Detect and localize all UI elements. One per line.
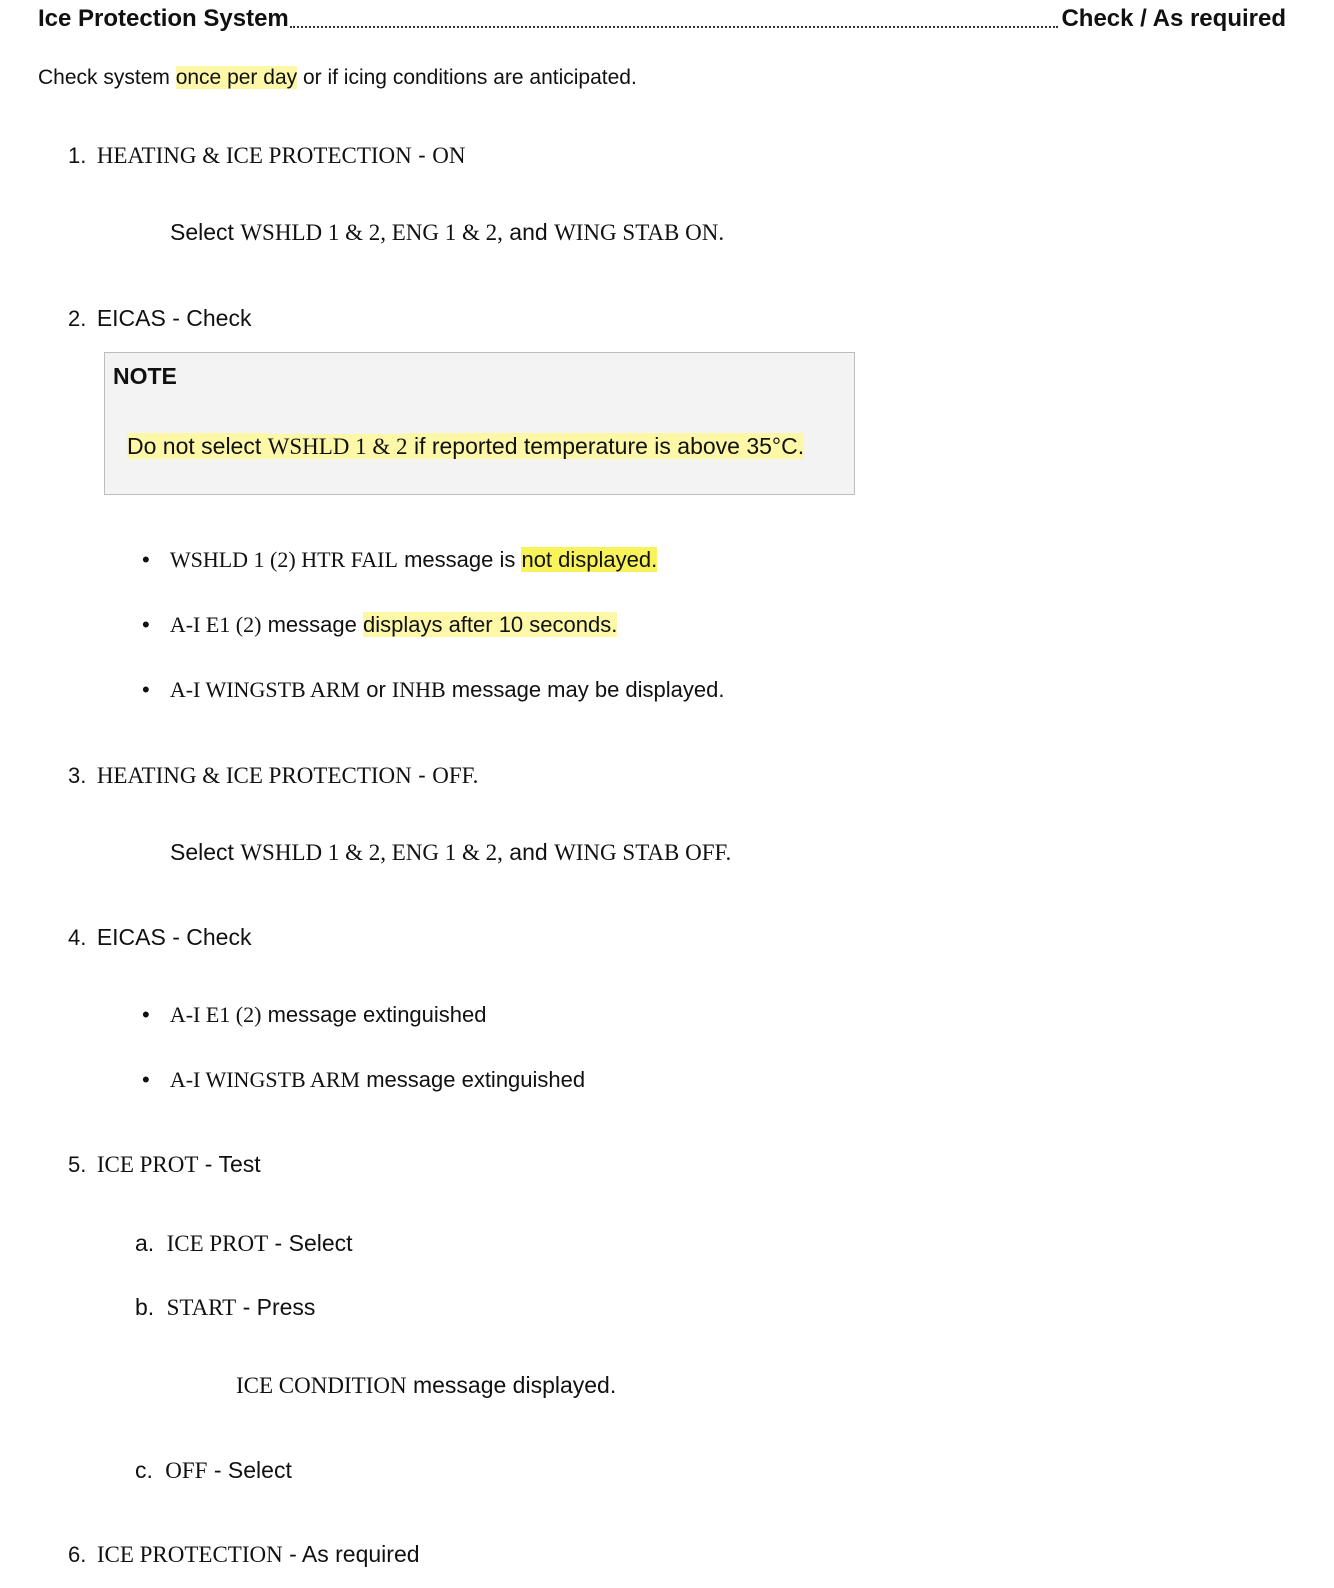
step-label: EICAS - Check [96,924,252,950]
list-item [142,1002,487,1028]
bullet-text: message may be displayed. [445,677,725,702]
message-code: A-I E1 (2) [169,1002,262,1027]
substep-a [135,1230,353,1257]
step-3 [68,762,478,789]
step-action: As required [301,1541,420,1567]
list-item [142,677,725,703]
message-code: INHB [391,677,446,702]
step-action: ON [432,143,466,168]
step-number: 1. [68,143,87,168]
bullet-text: message extinguished [261,1002,487,1027]
bullet-text: message extinguished [360,1067,586,1092]
message-code: ICE CONDITION [236,1373,407,1398]
substep-b-detail [236,1372,616,1399]
step-label: EICAS - Check [96,305,252,331]
step-number: 4. [68,925,87,950]
substep-letter: a. [135,1230,155,1256]
step-1-detail [170,219,724,246]
note-box [104,352,855,495]
detail-part: WING STAB OFF. [554,840,732,865]
step-5 [68,1151,261,1178]
note-part: Do not select [127,433,268,459]
procedure-title: Ice Protection System [38,5,289,32]
intro-before: Check system [38,66,176,89]
note-part: if reported temperature is above 35°C. [407,433,805,459]
substep-letter: b. [135,1294,155,1320]
step-number: 6. [68,1542,87,1567]
step-number: 2. [68,306,87,331]
substep-code: START [166,1295,237,1320]
substep-code: ICE PROT [166,1231,269,1256]
step-label: ICE PROT [96,1152,199,1177]
detail-part: WSHLD 1 & 2, ENG 1 & 2, [240,220,503,245]
message-code: WSHLD 1 (2) HTR FAIL [169,547,398,572]
substep-b [135,1294,315,1321]
message-code: A-I E1 (2) [169,612,262,637]
substep-letter: c. [135,1457,153,1483]
list-item [142,612,617,638]
detail-text: message displayed. [406,1372,617,1398]
list-item [142,547,657,573]
step-4 [68,924,251,951]
step-label: ICE PROTECTION [96,1542,283,1567]
substep-text: - Select [207,1457,292,1483]
note-part: WSHLD 1 & 2 [267,434,408,459]
detail-part: Select [170,839,241,865]
message-code: A-I WINGSTB ARM [169,1067,361,1092]
detail-part: WSHLD 1 & 2, ENG 1 & 2, [240,840,503,865]
bullet-text: message is [397,547,522,572]
bullet-dot: • [142,612,150,637]
bullet-dot: • [142,1002,150,1027]
bullet-dot: • [142,547,150,572]
intro-highlight: once per day [175,66,298,89]
bullet-text: message [261,612,363,637]
bullet-dot: • [142,677,150,702]
message-code: A-I WINGSTB ARM [169,677,361,702]
substep-c [135,1457,292,1484]
substep-text: - Select [268,1230,353,1256]
list-item [142,1067,585,1093]
step-number: 3. [68,763,87,788]
bullet-highlight: displays after 10 seconds. [362,612,618,637]
detail-part: and [502,219,555,245]
step-2 [68,305,251,332]
step-6 [68,1541,420,1568]
step-separator: - [282,1541,302,1567]
dotted-leader [290,26,1058,28]
note-text [127,433,804,460]
step-label: HEATING & ICE PROTECTION [96,143,412,168]
substep-text: - Press [236,1294,316,1320]
step-number: 5. [68,1152,87,1177]
detail-part: WING STAB ON. [554,220,725,245]
substep-code: OFF [165,1458,208,1483]
note-title: NOTE [113,363,177,389]
step-3-detail [170,839,731,866]
step-1 [68,142,465,169]
step-separator: - [411,142,433,168]
intro-after: or if icing conditions are anticipated. [297,66,637,89]
intro-text [38,66,637,90]
step-separator: - [198,1151,219,1177]
bullet-dot: • [142,1067,150,1092]
detail-part: and [502,839,555,865]
procedure-status: Check / As required [1061,5,1286,32]
step-action: OFF. [432,763,479,788]
step-action: Test [218,1151,261,1177]
detail-part: Select [170,219,241,245]
bullet-text: or [360,677,392,702]
step-label: HEATING & ICE PROTECTION [96,763,412,788]
bullet-highlight: not displayed. [521,547,658,572]
step-separator: - [411,762,433,788]
